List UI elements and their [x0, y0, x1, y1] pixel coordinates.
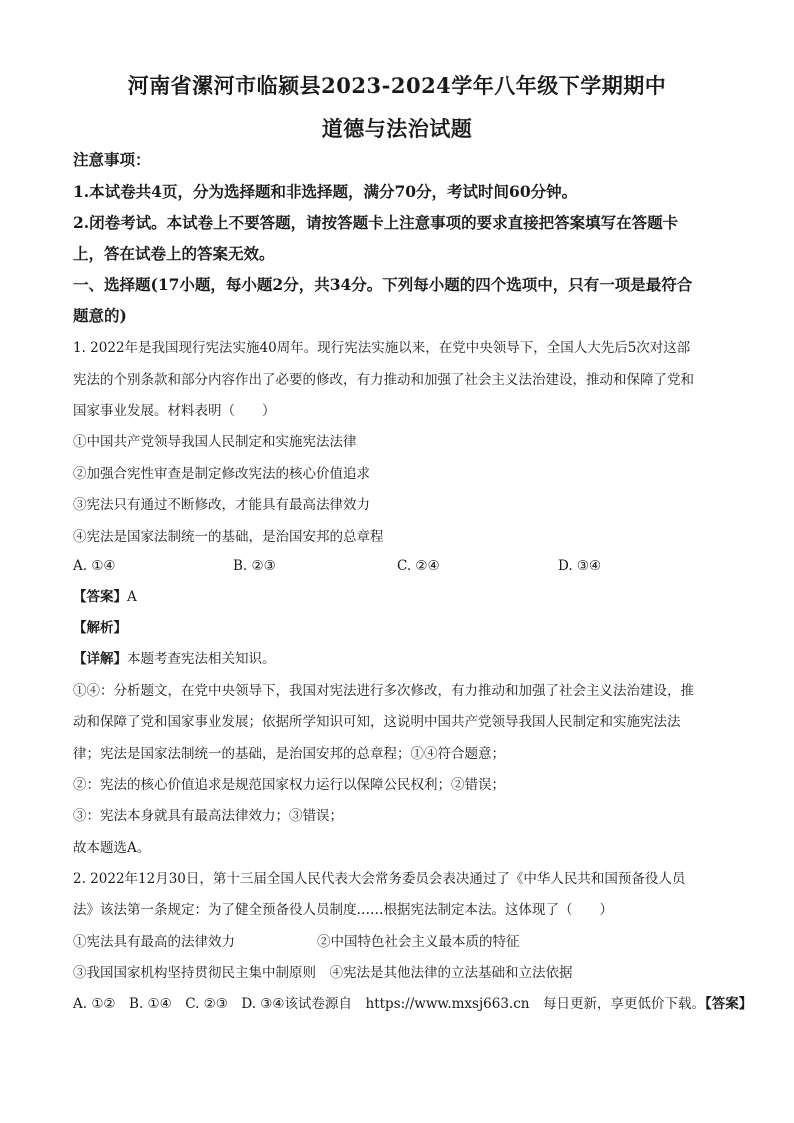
q1-explanation-1-line3: 律；宪法是国家法制统一的基础，是治国安邦的总章程；①④符合题意；: [73, 746, 505, 762]
q1-explanation-3: ③：宪法本身就具有最高法律效力；③错误；: [73, 808, 343, 824]
notes-item-2-line1: 2.闭卷考试。本试卷上不要答题，请按答题卡上注意事项的要求直接把答案填写在答题卡: [73, 213, 679, 232]
q1-analysis: [73, 618, 127, 638]
exam-title-line1: 河南省漯河市临颍县2023-2024学年八年级下学期期中: [127, 73, 667, 98]
notes-item-1: 1.本试卷共4页，分为选择题和非选择题，满分70分，考试时间60分钟。: [73, 182, 578, 201]
q1-statement-3: ③宪法只有通过不断修改，才能具有最高法律效力: [73, 497, 370, 513]
q1-stem-line3: 国家事业发展。材料表明（ ）: [73, 403, 276, 419]
q1-explanation-1-line1: ①④：分析题文，在党中央领导下，我国对宪法进行多次修改，有力推动和加强了社会主义法治建设，推: [73, 683, 694, 699]
q2-statement-3: ③我国国家机构坚持贯彻民主集中制原则: [73, 965, 316, 981]
q1-analysis-tag: 【解析】: [73, 620, 127, 636]
q2-options: A. ①② B. ①④ C. ②③ D. ③④该试卷源自 https://www.mxsj663.cn 每日更新，享更低价下载。: [73, 996, 705, 1012]
q1-detail-text: 本题考查宪法相关知识。: [127, 651, 276, 667]
q1-option-d: D. ③④: [558, 558, 602, 574]
q2-statement-3-and-4: [73, 963, 573, 983]
q2-statement-1: ①宪法具有最高的法律效力: [73, 934, 235, 950]
notes-heading: 注意事项：: [73, 150, 151, 169]
q1-statement-4: ④宪法是国家法制统一的基础，是治国安邦的总章程: [73, 529, 384, 545]
q1-option-a: A. ①④: [73, 558, 116, 574]
q1-detail: [73, 649, 276, 669]
q1-detail-tag: 【详解】: [73, 651, 127, 667]
q1-answer: [73, 587, 137, 607]
q2-statement-2: ②中国特色社会主义最本质的特征: [317, 934, 520, 950]
q1-option-c: C. ②④: [397, 558, 440, 574]
q1-conclusion: 故本题选A。: [73, 840, 151, 856]
q2-stem-line1: 2. 2022年12月30日，第十三届全国人民代表大会常务委员会表决通过了《中华人民共和国预备役人员: [73, 871, 686, 887]
q2-stem-line2: 法》该法第一条规定：为了健全预备役人员制度……根据宪法制定本法。这体现了（ ）: [73, 902, 613, 918]
q1-statement-2: ②加强合宪性审查是制定修改宪法的核心价值追求: [73, 466, 370, 482]
notes-item-2-line2: 上，答在试卷上的答案无效。: [73, 244, 275, 263]
q2-statement-4: ④宪法是其他法律的立法基础和立法依据: [329, 965, 573, 981]
section1-heading-line1: 一、选择题(17小题，每小题2分，共34分。下列每小题的四个选项中，只有一项是最符合: [73, 275, 693, 294]
q1-explanation-1-line2: 动和保障了党和国家事业发展；依据所学知识可知，这说明中国共产党领导我国人民制定和实施宪法法: [73, 714, 681, 730]
q1-explanation-2: ②：宪法的核心价值追求是规范国家权力运行以保障公民权利；②错误；: [73, 777, 505, 793]
exam-title-line2: 道德与法治试题: [321, 116, 473, 141]
q1-stem-line2: 宪法的个别条款和部分内容作出了必要的修改，有力推动和加强了社会主义法治建设，推动和保障了党和: [73, 372, 694, 388]
q1-stem-line1: 1. 2022年是我国现行宪法实施40周年。现行宪法实施以来，在党中央领导下，全国人大先后5次对这部: [73, 340, 691, 356]
q1-answer-value: A: [127, 589, 137, 605]
q2-options-line: [73, 994, 752, 1014]
q1-statement-1: ①中国共产党领导我国人民制定和实施宪法法律: [73, 434, 357, 450]
q1-option-b: B. ②③: [233, 558, 276, 574]
section1-heading-line2: 题意的): [73, 306, 127, 325]
q2-answer-tag: 【答案】: [704, 996, 753, 1012]
q1-answer-tag: 【答案】: [73, 589, 127, 605]
